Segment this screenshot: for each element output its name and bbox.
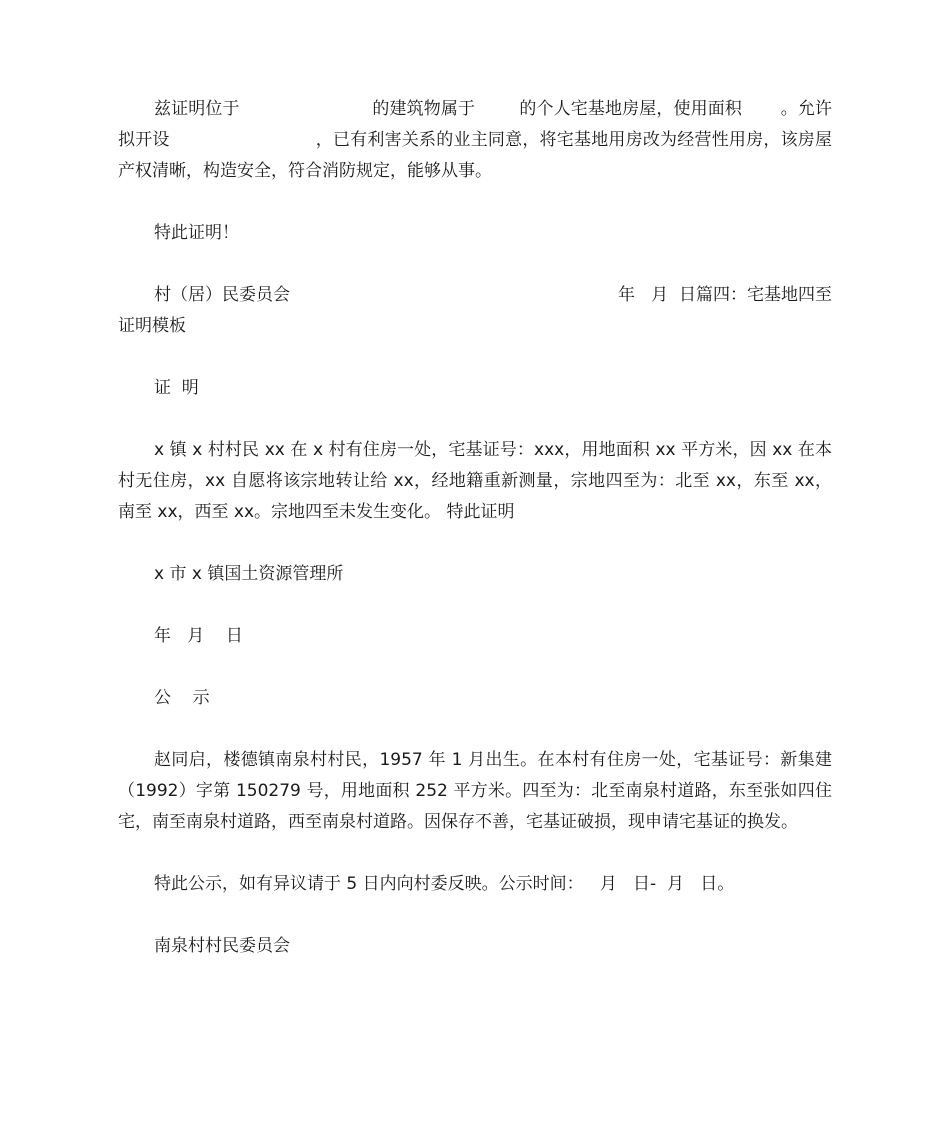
- special-proof-line: 特此证明！: [154, 223, 239, 243]
- notice-body: 赵同启，楼德镇南泉村村民，1957 年 1 月出生。在本村有住房一处，宅基证号：新集建（1992）字第 150279 号，用地面积 252 平方米。四至为：北至南泉村道路，东至张如四住宅，南至南泉村道路，西至南泉村道路。因保存不善，宅基证破损，现申请宅基证的换发。: [118, 750, 832, 832]
- date-and-section-title: 年 月 日篇四：宅基地四至: [617, 285, 832, 305]
- certification-paragraph: 兹证明位于 的建筑物属于 的个人宅基地房屋，使用面积 。允许 拟开设 ，已有利害关系的业主同意，将宅基地用房改为经营性用房，该房屋产权清晰，构造安全，符合消防规定，能够从事。: [118, 99, 881, 181]
- section-title-continuation: 证明模板: [118, 316, 186, 336]
- certificate-issuer: x 市 x 镇国土资源管理所: [154, 564, 344, 584]
- certificate-date: 年 月 日: [154, 626, 243, 646]
- certificate-title: 证 明: [154, 378, 199, 398]
- document-body: [118, 94, 881, 962]
- notice-title: 公 示: [154, 688, 210, 708]
- certificate-body: x 镇 x 村村民 xx 在 x 村有住房一处，宅基证号：xxx，用地面积 xx 平方米，因 xx 在本村无住房，xx 自愿将该宗地转让给 xx，经地籍重新测量，宗地四至为：北至 xx，东至 xx，南至 xx，西至 xx。宗地四至未发生变化。 特此证明: [118, 440, 832, 522]
- notice-issuer: 南泉村村民委员会: [154, 936, 290, 956]
- committee-name: 村（居）民委员会: [154, 285, 290, 305]
- notice-period: 特此公示，如有异议请于 5 日内向村委反映。公示时间： 月 日- 月 日。: [154, 874, 735, 894]
- committee-signature-line: [118, 280, 832, 311]
